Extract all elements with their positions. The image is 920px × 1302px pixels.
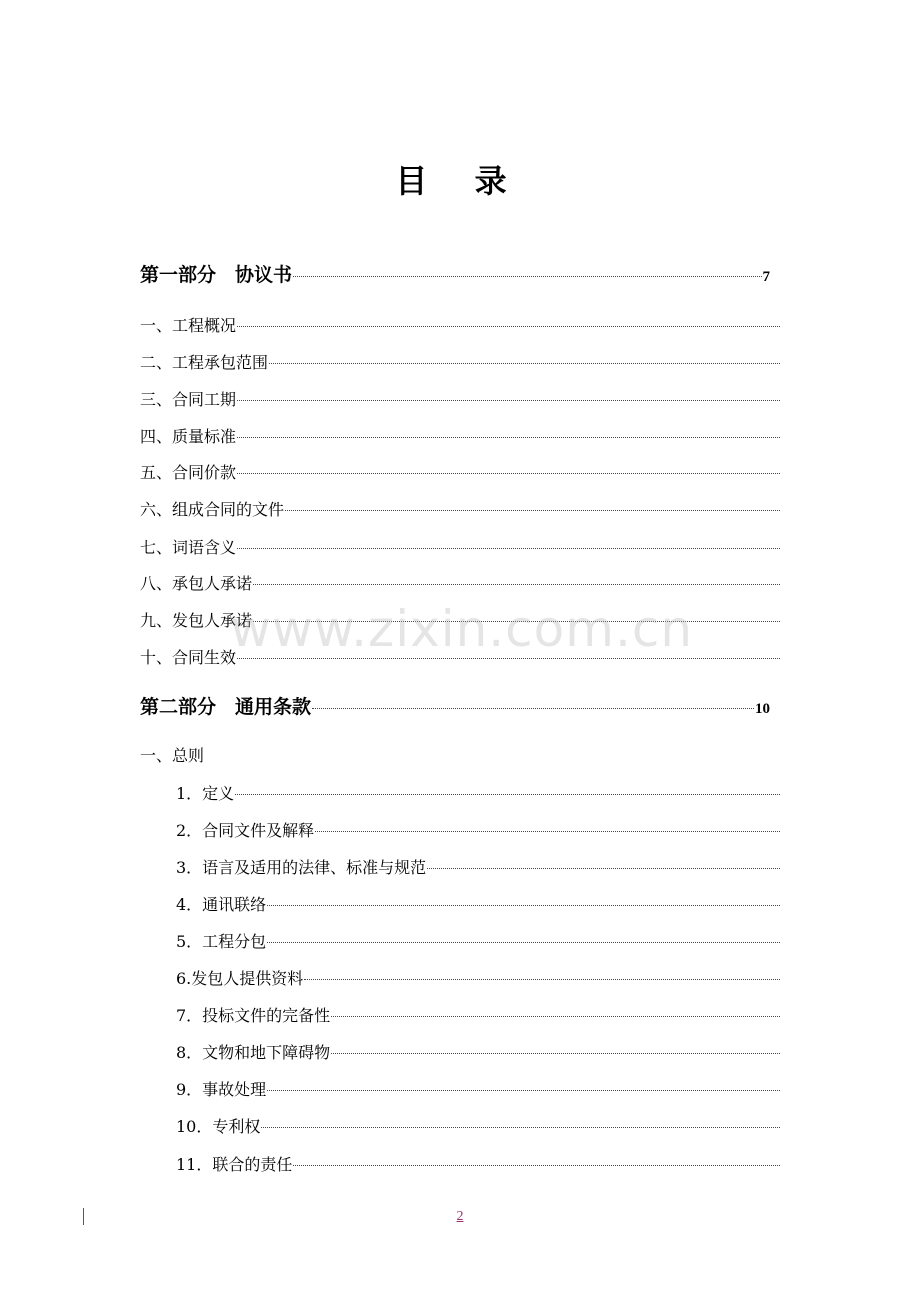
toc-entry[interactable] [140,424,780,447]
entry-label: 四、质量标准 [140,427,237,446]
toc-entry[interactable] [176,966,780,989]
toc-part-2[interactable] [140,692,770,719]
toc-entry[interactable] [140,535,780,558]
entry-label: 7．投标文件的完备性 [176,1006,331,1025]
entry-label: 八、承包人承诺 [140,574,253,593]
toc-entry[interactable] [140,571,780,594]
dot-leader [285,510,780,511]
toc-entry[interactable] [140,313,780,336]
entry-label: 10．专利权 [176,1117,261,1136]
dot-leader [293,276,761,277]
dot-leader [331,1053,780,1054]
dot-leader [293,1165,780,1166]
watermark: www.zixin.com.cn [230,600,694,658]
entry-label: 11．联合的责任 [176,1155,293,1174]
entry-label: 8．文物和地下障碍物 [176,1043,331,1062]
toc-entry[interactable] [176,1040,780,1063]
dot-leader [269,363,780,364]
entry-label: 十、合同生效 [140,648,237,667]
toc-entry[interactable] [140,387,780,410]
toc-entry[interactable] [140,350,780,373]
entry-label: 二、工程承包范围 [140,353,269,372]
entry-label: 1．定义 [176,784,235,803]
dot-leader [237,400,780,401]
toc-entry[interactable] [176,1152,780,1175]
dot-leader [331,1016,780,1017]
entry-label: 6.发包人提供资料 [176,969,304,988]
dot-leader [235,794,780,795]
page-number: 7 [762,269,770,285]
dot-leader [267,942,780,943]
dot-leader [312,708,754,709]
dot-leader [237,326,780,327]
toc-entry[interactable] [176,892,780,915]
dot-leader [304,979,780,980]
entry-label: 5．工程分包 [176,932,267,951]
part-heading: 第一部分 协议书 [140,264,293,286]
entry-label: 五、合同价款 [140,463,237,482]
toc-entry[interactable] [176,929,780,952]
entry-label: 4．通讯联络 [176,895,267,914]
dot-leader [237,658,780,659]
dot-leader [267,1090,780,1091]
chapter-heading[interactable]: 一、总则 [140,746,205,765]
toc-entry[interactable] [140,497,780,520]
page-number: 10 [755,701,770,717]
toc-part-1[interactable] [140,260,770,287]
dot-leader [261,1127,780,1128]
entry-label: 六、组成合同的文件 [140,500,285,519]
document-title: 目 录 [395,162,525,200]
entry-label: 七、词语含义 [140,538,237,557]
toc-entry[interactable] [176,781,780,804]
toc-entry[interactable] [140,460,780,483]
dot-leader [237,473,780,474]
entry-label: 2．合同文件及解释 [176,821,315,840]
dot-leader [315,831,780,832]
footer-page-number: 2 [456,1209,464,1224]
dot-leader [237,548,780,549]
entry-label: 3．语言及适用的法律、标准与规范 [176,858,427,877]
dot-leader [253,584,780,585]
toc-entry[interactable] [176,818,780,841]
entry-label: 9．事故处理 [176,1080,267,1099]
entry-label: 三、合同工期 [140,390,237,409]
dot-leader [237,437,780,438]
part-heading: 第二部分 通用条款 [140,696,312,718]
dot-leader [427,868,780,869]
toc-entry[interactable] [176,1077,780,1100]
entry-label: 九、发包人承诺 [140,611,253,630]
dot-leader [267,905,780,906]
toc-entry[interactable] [176,855,780,878]
entry-label: 一、工程概况 [140,316,237,335]
toc-entry[interactable] [176,1114,780,1137]
toc-entry[interactable] [176,1003,780,1026]
